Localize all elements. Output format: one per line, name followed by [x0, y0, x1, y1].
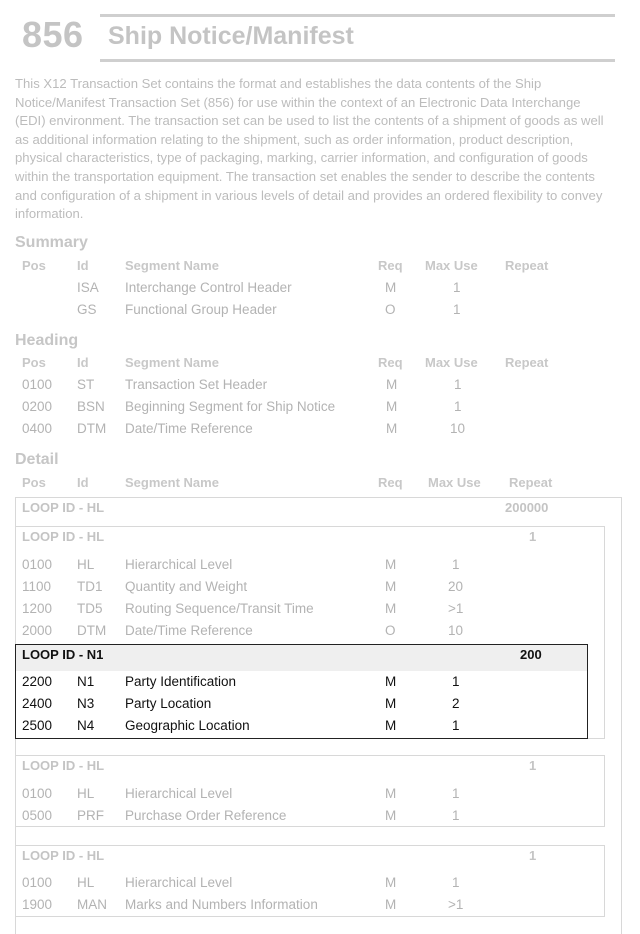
segment-pos: 1100 — [22, 579, 52, 594]
segment-max: >1 — [448, 897, 464, 912]
segment-max: 1 — [452, 674, 460, 689]
table-row[interactable] — [0, 808, 640, 830]
segment-name[interactable]: Date/Time Reference — [125, 421, 253, 436]
col-name: Segment Name — [125, 355, 219, 370]
table-row[interactable] — [0, 377, 640, 399]
col-name: Segment Name — [125, 475, 219, 490]
segment-id: HL — [77, 786, 95, 801]
segment-name[interactable]: Party Location — [125, 696, 212, 711]
segment-name[interactable]: Date/Time Reference — [125, 623, 253, 638]
table-row[interactable] — [0, 875, 640, 897]
segment-req: M — [385, 696, 397, 711]
segment-pos: 0500 — [22, 808, 53, 823]
segment-name[interactable]: Party Identification — [125, 674, 237, 689]
segment-name[interactable]: Transaction Set Header — [125, 377, 268, 392]
title-bar — [100, 14, 615, 62]
segment-req: M — [385, 579, 397, 594]
segment-pos: 1900 — [22, 897, 53, 912]
col-pos: Pos — [22, 475, 46, 490]
segment-pos: 0100 — [22, 377, 53, 392]
segment-id: N3 — [77, 696, 95, 711]
table-row[interactable] — [0, 421, 640, 443]
segment-id: GS — [77, 302, 97, 317]
segment-name[interactable]: Beginning Segment for Ship Notice — [125, 399, 336, 414]
segment-req: M — [385, 786, 397, 801]
segment-max: 20 — [448, 579, 464, 594]
segment-req: M — [385, 280, 397, 295]
segment-pos: 2500 — [22, 718, 53, 733]
segment-id: DTM — [77, 421, 107, 436]
segment-max: 1 — [453, 302, 461, 317]
table-row[interactable] — [0, 674, 640, 696]
segment-pos: 0100 — [22, 875, 53, 890]
table-row[interactable] — [0, 280, 640, 302]
segment-req: M — [385, 674, 397, 689]
section-title-detail: Detail — [15, 451, 59, 468]
col-id: Id — [77, 355, 89, 370]
loop-label: LOOP ID - HL — [22, 529, 105, 544]
segment-max: 1 — [452, 808, 460, 823]
col-req: Req — [378, 258, 403, 273]
segment-id: N1 — [77, 674, 95, 689]
loop-repeat: 1 — [529, 848, 537, 863]
segment-id: N4 — [77, 718, 95, 733]
table-row[interactable] — [0, 623, 640, 645]
segment-req: M — [385, 601, 397, 616]
segment-req: M — [386, 399, 398, 414]
segment-name[interactable]: Hierarchical Level — [125, 786, 233, 801]
segment-req: M — [385, 557, 397, 572]
segment-id: ST — [77, 377, 95, 392]
segment-id: PRF — [77, 808, 104, 823]
heading-column-header — [0, 355, 640, 377]
segment-name[interactable]: Quantity and Weight — [125, 579, 248, 594]
col-repeat: Repeat — [509, 475, 553, 490]
col-max: Max Use — [425, 355, 478, 370]
segment-pos: 0400 — [22, 421, 53, 436]
transaction-number: 856 — [22, 14, 84, 55]
segment-id: BSN — [77, 399, 105, 414]
segment-id: TD5 — [77, 601, 103, 616]
segment-name[interactable]: Hierarchical Level — [125, 875, 233, 890]
segment-name[interactable]: Routing Sequence/Transit Time — [125, 601, 314, 616]
segment-max: 1 — [453, 280, 461, 295]
segment-req: M — [386, 421, 398, 436]
loop-repeat: 200 — [520, 647, 542, 662]
segment-max: 1 — [452, 786, 460, 801]
segment-id: TD1 — [77, 579, 103, 594]
table-row[interactable] — [0, 601, 640, 623]
segment-req: M — [386, 377, 398, 392]
table-row[interactable] — [0, 897, 640, 919]
loop-repeat: 200000 — [505, 500, 549, 515]
segment-pos: 1200 — [22, 601, 53, 616]
section-title-summary: Summary — [15, 234, 88, 251]
loop-repeat: 1 — [529, 758, 537, 773]
loop-label: LOOP ID - N1 — [22, 647, 104, 662]
segment-pos: 0100 — [22, 557, 53, 572]
segment-req: M — [385, 875, 397, 890]
segment-req: M — [385, 808, 397, 823]
segment-max: 1 — [454, 377, 462, 392]
col-repeat: Repeat — [505, 258, 549, 273]
loop-label: LOOP ID - HL — [22, 500, 105, 515]
segment-pos: 0100 — [22, 786, 53, 801]
col-id: Id — [77, 258, 89, 273]
segment-pos: 2400 — [22, 696, 53, 711]
segment-id: DTM — [77, 623, 107, 638]
col-req: Req — [378, 355, 403, 370]
col-id: Id — [77, 475, 89, 490]
section-title-heading: Heading — [15, 332, 79, 349]
detail-column-header — [0, 475, 640, 497]
segment-req: O — [385, 302, 396, 317]
segment-pos: 2200 — [22, 674, 53, 689]
loop-repeat: 1 — [529, 529, 537, 544]
col-pos: Pos — [22, 355, 46, 370]
table-row[interactable] — [0, 786, 640, 808]
loop-label: LOOP ID - HL — [22, 848, 105, 863]
table-row[interactable] — [0, 302, 640, 324]
segment-max: 10 — [450, 421, 466, 436]
segment-pos: 0200 — [22, 399, 53, 414]
segment-max: 1 — [452, 875, 460, 890]
segment-max: 1 — [452, 718, 460, 733]
segment-id: HL — [77, 875, 95, 890]
segment-max: 1 — [452, 557, 460, 572]
table-row[interactable] — [0, 696, 640, 718]
segment-max: 2 — [452, 696, 460, 711]
summary-column-header — [0, 258, 640, 280]
table-row[interactable] — [0, 557, 640, 579]
segment-name[interactable]: Purchase Order Reference — [125, 808, 287, 823]
loop-label: LOOP ID - HL — [22, 758, 105, 773]
table-row[interactable] — [0, 718, 640, 740]
table-row[interactable] — [0, 579, 640, 601]
description: This X12 Transaction Set contains the format and establishes the data contents of the Ship Notice/Manifest Transaction Set (856) for use within the context of an Electronic Data Interchange (EDI) environment. The transaction set can be used to list the contents of a shipment of goods as well as additional information relating to the shipment, such as order information, product description, physical characteristics, type of packaging, marking, carrier information, and configuration of goods within the transportation equipment. The transaction set enables the sender to describe the contents and configuration of a shipment in various levels of detail and provides an ordered flexibility to convey information. — [15, 76, 604, 222]
segment-name[interactable]: Hierarchical Level — [125, 557, 233, 572]
segment-req: M — [385, 897, 397, 912]
col-repeat: Repeat — [505, 355, 549, 370]
col-pos: Pos — [22, 258, 46, 273]
segment-name[interactable]: Geographic Location — [125, 718, 250, 733]
segment-max: >1 — [448, 601, 464, 616]
table-row[interactable] — [0, 399, 640, 421]
page-title: Ship Notice/Manifest — [108, 22, 354, 50]
segment-name[interactable]: Marks and Numbers Information — [125, 897, 318, 912]
col-max: Max Use — [428, 475, 481, 490]
segment-max: 10 — [448, 623, 464, 638]
segment-req: O — [385, 623, 396, 638]
segment-id: HL — [77, 557, 95, 572]
segment-name[interactable]: Functional Group Header — [125, 302, 277, 317]
segment-name[interactable]: Interchange Control Header — [125, 280, 292, 295]
col-max: Max Use — [425, 258, 478, 273]
page-header — [0, 0, 640, 70]
segment-max: 1 — [454, 399, 462, 414]
col-name: Segment Name — [125, 258, 219, 273]
segment-req: M — [385, 718, 397, 733]
segment-id: ISA — [77, 280, 99, 295]
col-req: Req — [378, 475, 403, 490]
segment-id: MAN — [77, 897, 107, 912]
segment-pos: 2000 — [22, 623, 53, 638]
